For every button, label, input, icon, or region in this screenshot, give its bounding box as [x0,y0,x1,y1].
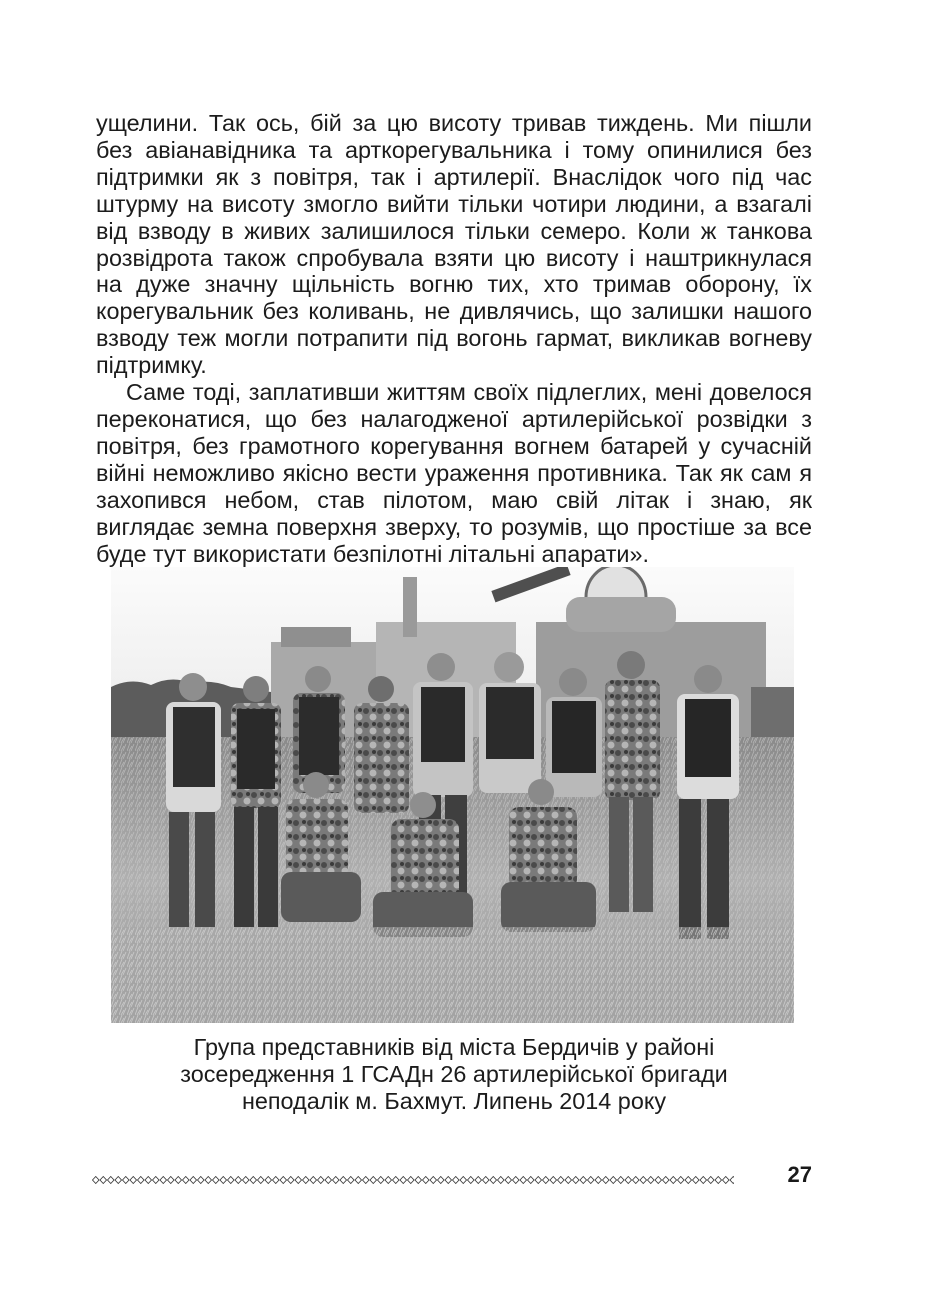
caption-line-3: неподалік м. Бахмут. Липень 2014 року [241,1088,667,1114]
photo-caption [96,1034,812,1115]
decorative-footer-rule [92,1174,734,1186]
page-number: 27 [787,1162,812,1187]
caption-line-1: Група представників від міста Бердичів у районі [193,1034,715,1060]
caption-line-2: зосередження 1 ГСАДн 26 артилерійської бригади [180,1061,728,1087]
body-text [96,110,812,567]
paragraph-2: Саме тоді, заплативши життям своїх підлеглих, мені довелося переконатися, що без налагодженої артилерійської розвідки з повітря, без грамотного корегування вогнем батарей у сучасній війні неможливо якісно вести ураження противника. Так як сам я захопився небом, став пілотом, маю свій літак і знаю, як виглядає земна поверхня зверху, то розумів, що простіше за все буде тут використати безпілотні літальні апарати». [96,379,812,567]
group-photo [111,567,794,1023]
paragraph-1: ущелини. Так ось, бій за цю висоту тривав тиждень. Ми пішли без авіанавідника та арткорегувальника і тому опинилися без підтримки як з повітря, так і артилерії. Внаслідок чого під час штурму на висоту змогло вийти тільки чотири людини, а взагалі від взводу в живих залишилося тільки семеро. Коли ж танкова розвідрота також спробувала взяти цю висоту і наштрикнулася на дуже значну щільність вогню тих, хто тримав оборону, їх корегувальник без коливань, не дивлячись, що залишки нашого взводу теж могли потрапити під вогонь гармат, викликав вогневу підтримку. [96,110,812,379]
